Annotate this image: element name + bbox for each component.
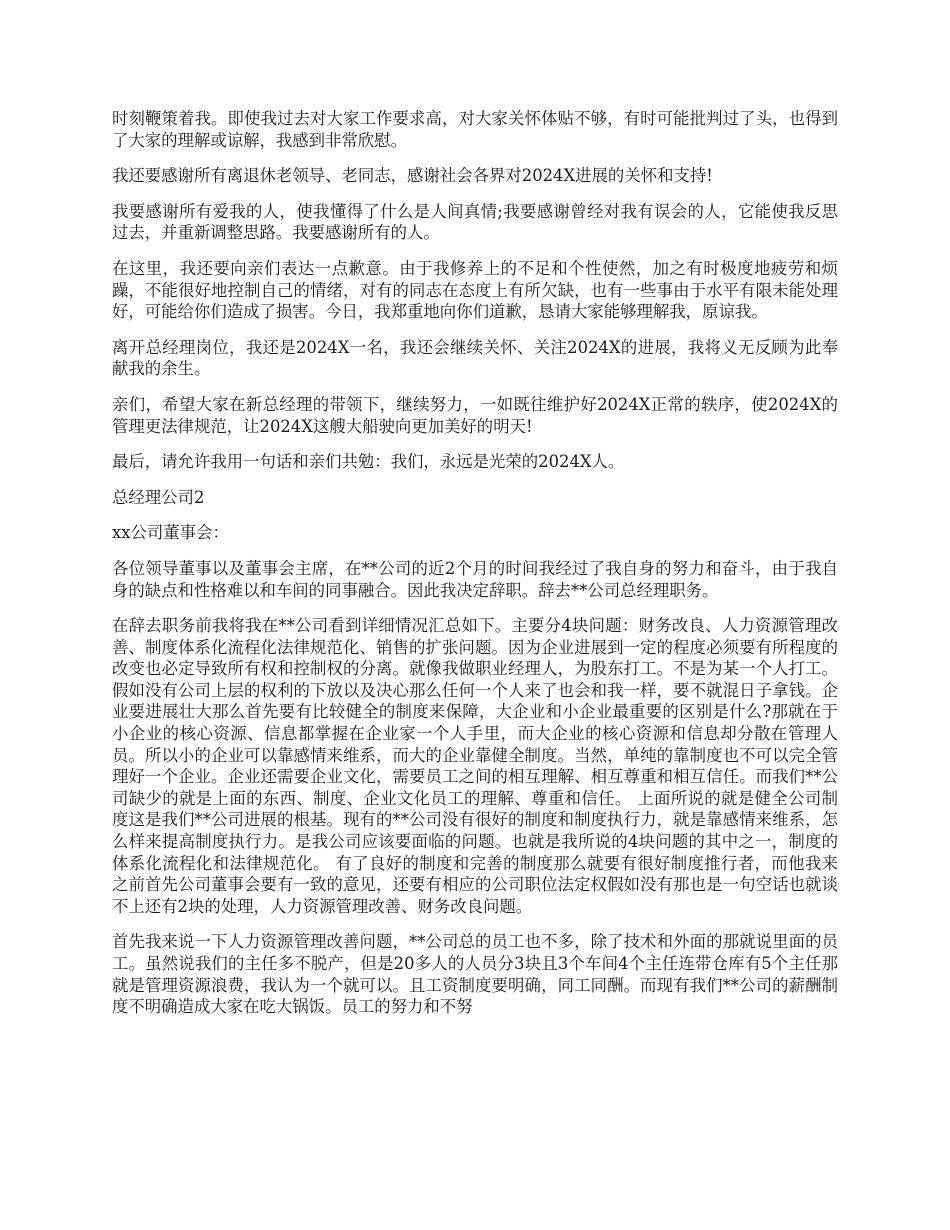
letter-salutation: xx公司董事会：: [112, 523, 229, 543]
paragraph-3: 我要感谢所有爱我的人，使我懂得了什么是人间真情;我要感谢曾经对我有误会的人，它能使我反思过去，并重新调整思路。我要感谢所有的人。: [112, 201, 838, 243]
paragraph-6: 亲们，希望大家在新总经理的带领下，继续努力，一如既往维护好2024X正常的轶序，使2024X的管理更法律规范，让2024X这艘大船驶向更加美好的明天!: [112, 394, 838, 436]
paragraph-4: 在这里，我还要向亲们表达一点歉意。由于我修养上的不足和个性使然，加之有时极度地疲劳和烦躁，不能很好地控制自己的情绪，对有的同志在态度上有所欠缺，也有一些事由于水平有限未能处理好，可能给你们造成了损害。今日，我郑重地向你们道歉，恳请大家能够理解我，原谅我。: [112, 258, 838, 322]
paragraph-12: 首先我来说一下人力资源管理改善问题，**公司总的员工也不多，除了技术和外面的那就说里面的员工。虽然说我们的主任多不脱产，但是20多人的人员分3块且3个车间4个主任连带仓库有5个主任那就是管理资源浪费，我认为一个就可以。且工资制度要明确，同工同酬。而现有我们**公司的薪酬制度不明确造成大家在吃大锅饭。员工的努力和不努: [112, 932, 838, 1017]
paragraph-10: 各位领导董事以及董事会主席，在**公司的近2个月的时间我经过了我自身的努力和奋斗，由于我自身的缺点和性格难以和车间的同事融合。因此我决定辞职。辞去**公司总经理职务。: [112, 558, 838, 600]
paragraph-1: 时刻鞭策着我。即使我过去对大家工作要求高，对大家关怀体贴不够，有时可能批判过了头，也得到了大家的理解或谅解，我感到非常欣慰。: [112, 109, 838, 150]
paragraph-7: 最后，请允许我用一句话和亲们共勉：我们，永远是光荣的2024X人。: [112, 452, 625, 472]
paragraph-5: 离开总经理岗位，我还是2024X一名，我还会继续关怀、关注2024X的进展，我将义无反顾为此奉献我的余生。: [112, 337, 838, 379]
paragraph-2: 我还要感谢所有离退休老领导、老同志，感谢社会各界对2024X进展的关怀和支持!: [112, 166, 713, 186]
section-heading: 总经理公司2: [112, 487, 205, 507]
paragraph-11: 在辞去职务前我将我在**公司看到详细情况汇总如下。主要分4块问题：财务改良、人力资源管理改善、制度体系化流程化法律规范化、销售的扩张问题。因为企业进展到一定的程度必须要有所程度的改变也必定导致所有权和控制权的分离。就像我做职业经理人，为股东打工。不是为某一个人打工。假如没有公司上层的权利的下放以及决心那么任何一个人来了也会和我一样，要不就混日子拿钱。企业要进展壮大那么首先要有比较健全的制度来保障，大企业和小企业最重要的区别是什么?那就在于小企业的核心资源、信息都掌握在企业家一个人手里，而大企业的核心资源和信息却分散在管理人员。所以小的企业可以靠感情来维系，而大的企业靠健全制度。当然，单纯的靠制度也不可以完全管理好一个企业。企业还需要企业文化，需要员工之间的相互理解、相互尊重和相互信任。而我们**公司缺少的就是上面的东西、制度、企业文化员工的理解、尊重和信任。 上面所说的就是健全公司制度这是我们**公司进展的根基。现有的**公司没有很好的制度和制度执行力，就是靠感情来维系，怎么样来提高制度执行力。是我公司应该要面临的问题。也就是我所说的4块问题的其中之一，制度的体系化流程化和法律规范化。 有了良好的制度和完善的制度那么就要有很好制度推行者，而他我来之前首先公司董事会要有一致的意见，还要有相应的公司职位法定权假如没有那也是一句空话也就谈不上还有2块的处理，人力资源管理改善、财务改良问题。: [112, 616, 838, 916]
